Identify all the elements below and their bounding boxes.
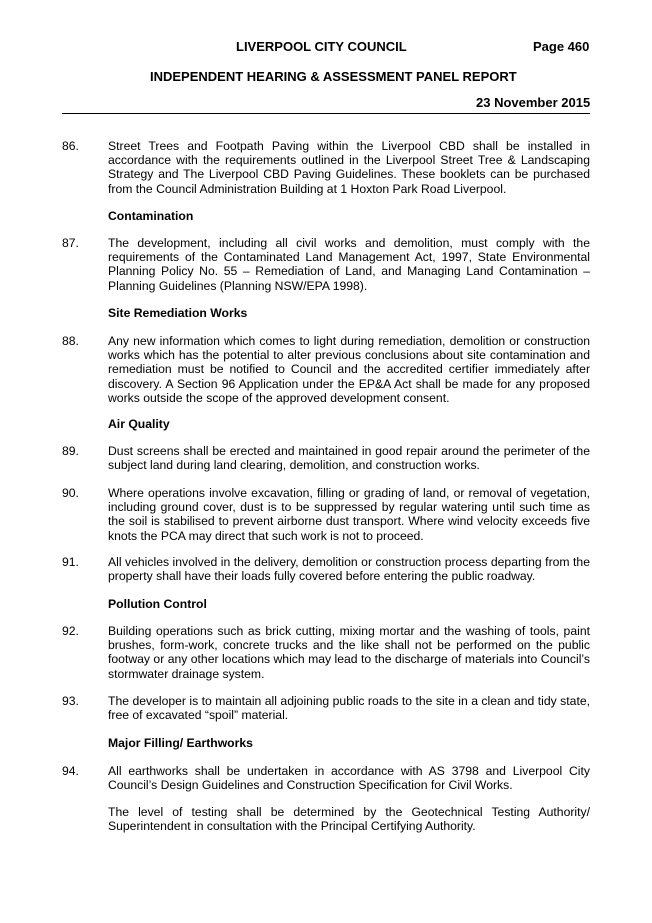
section-heading-site-remediation: Site Remediation Works <box>108 306 248 320</box>
condition-number: 90. <box>62 486 79 500</box>
condition-number: 94. <box>62 764 79 778</box>
condition-text: Building operations such as brick cutting, mixing mortar and the washing of tools, paint brushes, form-work, concrete trucks and the like shall not be performed on the public footway or any other locations which may lead to the discharge of materials into Council’s stormwater drainage system. <box>108 624 590 681</box>
condition-text: Street Trees and Footpath Paving within the Liverpool CBD shall be installed in accordance with the requirements outlined in the Liverpool Street Tree & Landscaping Strategy and The Liverpool CBD Paving Guidelines. These booklets can be purchased from the Council Administration Building at 1 Hoxton Park Road Liverpool. <box>108 139 590 196</box>
condition-text: The developer is to maintain all adjoining public roads to the site in a clean and tidy state, free of excavated “spoil” material. <box>108 694 590 723</box>
page-number: Page 460 <box>533 39 590 54</box>
condition-text: Where operations involve excavation, filling or grading of land, or removal of vegetation, including ground cover, dust is to be suppressed by regular watering until such time as the soil is stabilised to prevent airborne dust transport. Where wind velocity exceeds five knots the PCA may direct that such work is not to proceed. <box>108 486 590 543</box>
condition-number: 88. <box>62 334 79 348</box>
section-heading-air-quality: Air Quality <box>108 417 170 431</box>
condition-number: 93. <box>62 694 79 708</box>
condition-text: Dust screens shall be erected and maintained in good repair around the perimeter of the subject land during land clearing, demolition, and construction works. <box>108 444 590 473</box>
condition-text: The development, including all civil works and demolition, must comply with the requirements of the Contaminated Land Management Act, 1997, State Environmental Planning Policy No. 55 – Remediation of Land, and Managing Land Contamination – Planning Guidelines (Planning NSW/EPA 1998). <box>108 236 590 293</box>
condition-number: 86. <box>62 139 79 153</box>
section-heading-pollution-control: Pollution Control <box>108 597 207 611</box>
condition-number: 87. <box>62 236 79 250</box>
condition-text: All earthworks shall be undertaken in accordance with AS 3798 and Liverpool City Council’s Design Guidelines and Construction Specification for Civil Works. <box>108 764 590 793</box>
section-heading-contamination: Contamination <box>108 209 194 223</box>
condition-number: 92. <box>62 624 79 638</box>
report-title: INDEPENDENT HEARING & ASSESSMENT PANEL REPORT <box>150 69 517 84</box>
condition-text-continued: The level of testing shall be determined by the Geotechnical Testing Authority/ Superintendent in consultation with the Principal Certifying Authority. <box>108 805 590 834</box>
condition-number: 89. <box>62 444 79 458</box>
header-divider <box>62 113 590 114</box>
section-heading-major-filling: Major Filling/ Earthworks <box>108 736 253 750</box>
condition-text: Any new information which comes to light during remediation, demolition or construction works which has the potential to alter previous conclusions about site contamination and remediation must be notified to Council and the accredited certifier immediately after discovery. A Section 96 Application under the EP&A Act shall be made for any proposed works outside the scope of the approved development consent. <box>108 334 590 405</box>
condition-text: All vehicles involved in the delivery, demolition or construction process departing from the property shall have their loads fully covered before entering the public roadway. <box>108 555 590 584</box>
council-name: LIVERPOOL CITY COUNCIL <box>236 39 407 54</box>
report-date: 23 November 2015 <box>476 95 591 110</box>
condition-number: 91. <box>62 555 79 569</box>
